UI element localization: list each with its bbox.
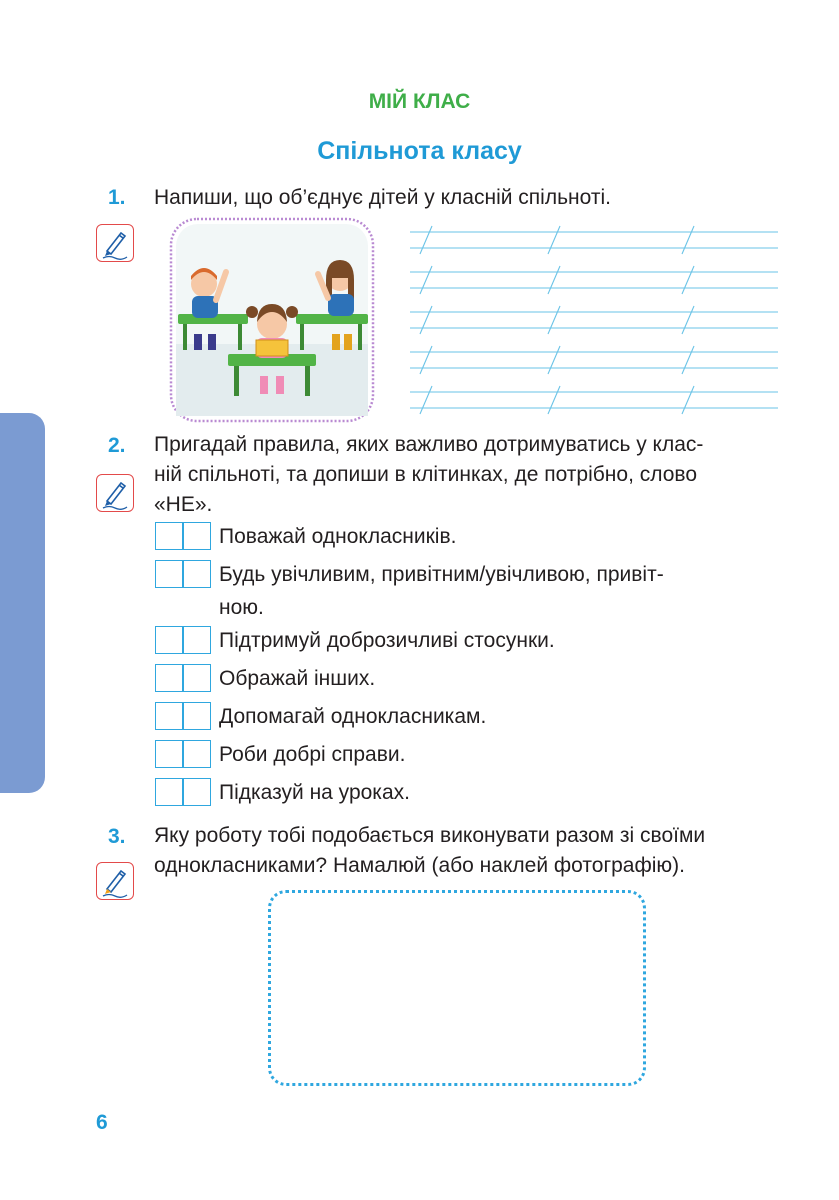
- answer-cells[interactable]: [155, 522, 211, 550]
- rule-text-cont: ною.: [219, 596, 264, 619]
- side-tab: [0, 413, 45, 793]
- task-3-line: однокласниками? Намалюй (або наклей фотографію).: [154, 854, 685, 877]
- task-2-line: Пригадай правила, яких важливо дотримуватись у клас-: [154, 433, 704, 456]
- answer-cells[interactable]: [155, 664, 211, 692]
- drawing-area[interactable]: [268, 890, 646, 1086]
- rule-text-line: Будь увічливим, привітним/увічливою, привіт-: [219, 563, 664, 586]
- pencil-icon: [96, 862, 134, 900]
- task-3-number: 3.: [108, 825, 126, 848]
- writing-lines: [410, 220, 778, 421]
- task-3-text: [154, 821, 705, 881]
- answer-cells[interactable]: [155, 740, 211, 768]
- rule-text: Роби добрі справи.: [219, 743, 406, 766]
- task-1-text: Напиши, що об’єднує дітей у класній спільноті.: [154, 186, 611, 209]
- task-2-number: 2.: [108, 434, 126, 457]
- task-2-line: ній спільноті, та допиши в клітинках, де потрібно, слово: [154, 463, 698, 486]
- answer-cells[interactable]: [155, 560, 211, 588]
- rule-text: Підтримуй доброзичливі стосунки.: [219, 629, 555, 652]
- rule-text: Допомагай однокласникам.: [219, 705, 487, 728]
- rule-text: Поважай однокласників.: [219, 525, 457, 548]
- section-title: МІЙ КЛАС: [368, 90, 471, 113]
- answer-cells[interactable]: [155, 702, 211, 730]
- lesson-title: Спільнота класу: [317, 137, 522, 165]
- rule-text: [219, 558, 779, 624]
- rule-text: Ображай інших.: [219, 667, 376, 690]
- answer-cells[interactable]: [155, 778, 211, 806]
- rule-text: Підказуй на уроках.: [219, 781, 410, 804]
- answer-cells[interactable]: [155, 626, 211, 654]
- pencil-icon: [96, 474, 134, 512]
- pencil-icon: [96, 224, 134, 262]
- task-2-line: «НЕ».: [154, 493, 213, 516]
- task-2-text: [154, 430, 703, 520]
- task-3-line: Яку роботу тобі подобається виконувати разом зі своїми: [154, 824, 706, 847]
- classroom-illustration: [168, 216, 376, 424]
- page-number: 6: [96, 1111, 108, 1134]
- task-1-number: 1.: [108, 186, 126, 209]
